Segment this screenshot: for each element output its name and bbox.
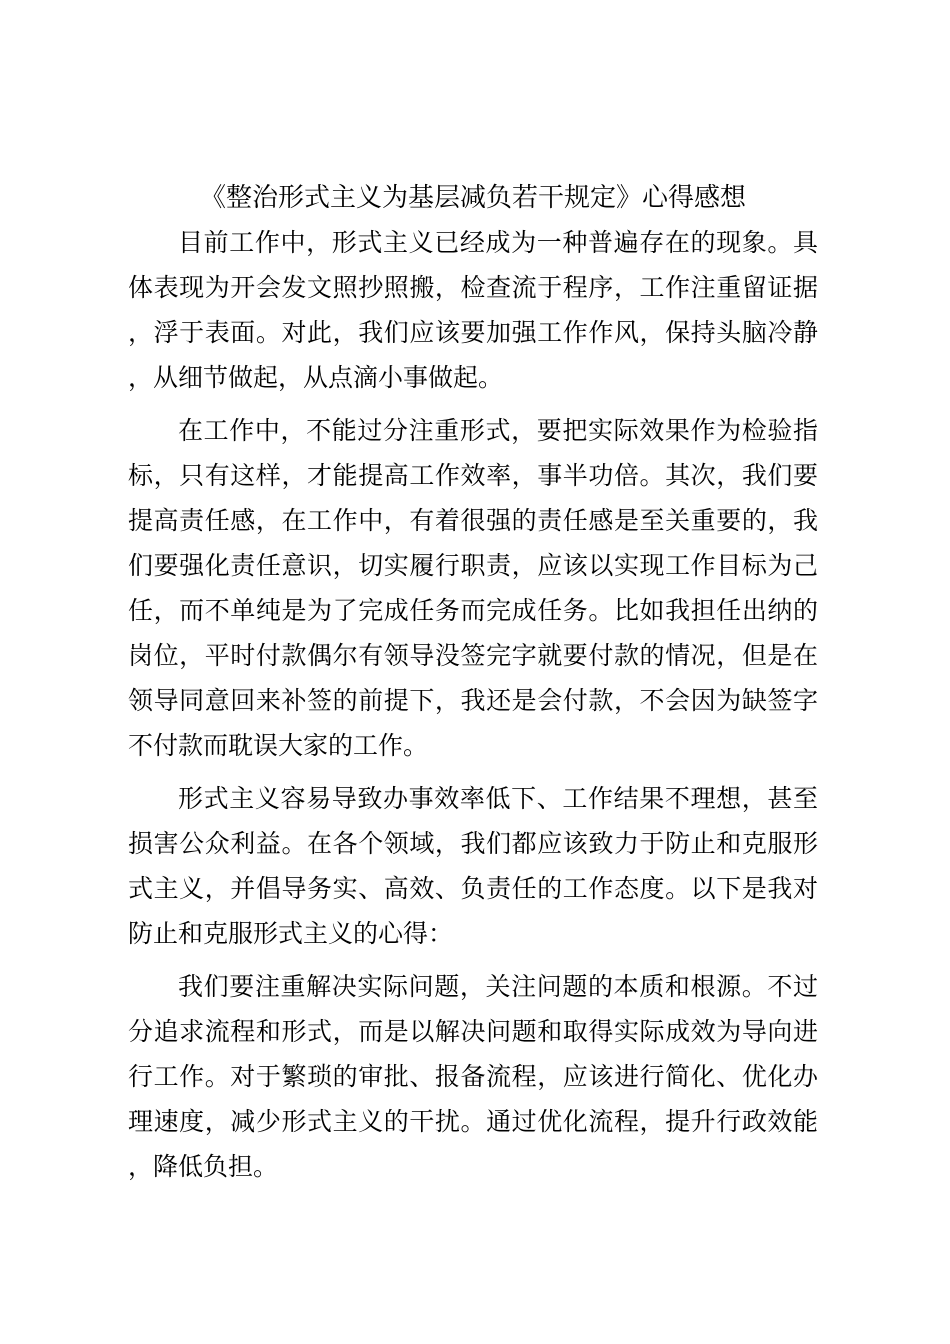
document-page — [128, 176, 818, 1197]
document-title: 《整治形式主义为基层减负若干规定》心得感想 — [199, 183, 746, 213]
paragraph-2: 在工作中，不能过分注重形式，要把实际效果作为检验指标，只有这样，才能提高工作效率，事半功倍。其次，我们要提高责任感，在工作中，有着很强的责任感是至关重要的，我们要强化责任意识，切实履行职责，应该以实现工作目标为己任，而不单纯是为了完成任务而完成任务。比如我担任出纳的岗位，平时付款偶尔有领导没签完字就要付款的情况，但是在领导同意回来补签的前提下，我还是会付款，不会因为缺签字不付款而耽误大家的工作。 — [128, 416, 818, 760]
paragraph-3: 形式主义容易导致办事效率低下、工作结果不理想，甚至损害公众利益。在各个领域，我们都应该致力于防止和克服形式主义，并倡导务实、高效、负责任的工作态度。以下是我对防止和克服形式主义的心得： — [128, 784, 818, 948]
paragraph-1: 目前工作中，形式主义已经成为一种普遍存在的现象。具体表现为开会发文照抄照搬，检查流于程序，工作注重留证据，浮于表面。对此，我们应该要加强工作作风，保持头脑冷静，从细节做起，从点滴小事做起。 — [128, 228, 818, 392]
paragraph-4: 我们要注重解决实际问题，关注问题的本质和根源。不过分追求流程和形式，而是以解决问题和取得实际成效为导向进行工作。对于繁琐的审批、报备流程，应该进行简化、优化办理速度，减少形式主义的干扰。通过优化流程，提升行政效能，降低负担。 — [128, 972, 818, 1181]
